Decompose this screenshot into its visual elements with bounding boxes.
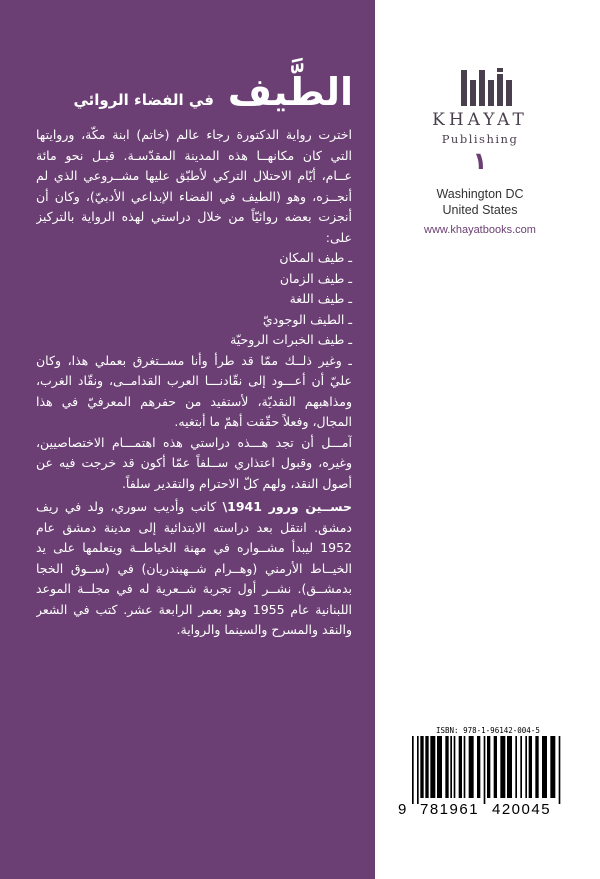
list-item: ـ طيف اللغة xyxy=(289,291,352,306)
synopsis-line: ـ وغير ذلــك ممّا قد طرأ وأنا مســتغرق بعملي هذا، وكان xyxy=(36,352,352,368)
barcode-bar xyxy=(525,736,527,798)
publisher-name: KHAYAT xyxy=(432,110,528,130)
synopsis-line: اخترت رواية الدكتورة رجاء عالم (خاتم) ابنة مكّة، وروايتها xyxy=(36,127,352,142)
barcode-bar xyxy=(542,736,547,798)
author-bio-line: بدمشــق). نشــر أول تجربة شــعرية له في مجلــة الموعد xyxy=(36,581,352,596)
author-bio-line xyxy=(36,497,352,518)
author-bio-text: كاتب وأديب سوري، ولد في ريف xyxy=(36,499,223,514)
barcode-bar xyxy=(484,736,486,804)
barcode-bar xyxy=(507,736,512,798)
synopsis-line: أنجزت بعضه روائيّاً من خلال دراستي لهذه الرواية بالتركيز xyxy=(36,209,352,224)
barcode-digits-right: 420045 xyxy=(492,801,552,818)
author-bio-line: اللبنانية عام 1955 وهو بعمر الرابعة عشر. كتب في الشعر xyxy=(36,601,352,617)
barcode-bar xyxy=(559,736,561,804)
list-item: ـ طيف الخبرات الروحيّة xyxy=(230,332,352,347)
barcode-bar xyxy=(477,736,480,798)
barcode-bar xyxy=(450,736,452,798)
synopsis xyxy=(36,125,352,494)
barcode-bar xyxy=(550,736,555,798)
author-bio-line: الخيــاط الأرمني (وهــرام شــهبندريان) في (ســوق الخجا xyxy=(36,560,352,576)
barcode-bars xyxy=(412,736,562,804)
synopsis-line: المجال، وفعلاً حقّقت أهمّ ما أبتغيه. xyxy=(174,414,352,429)
khayat-logo-icon xyxy=(453,66,521,108)
barcode-bar xyxy=(417,736,419,804)
publisher-number: ١ xyxy=(472,147,488,175)
book-subtitle: في الفضاء الروائي xyxy=(73,91,214,109)
barcode-bar xyxy=(459,736,462,798)
publisher-address-line2: United States xyxy=(442,203,518,217)
publisher-subtitle: Publishing xyxy=(441,132,519,146)
barcode-bar xyxy=(515,736,517,798)
barcode-bar xyxy=(500,736,505,798)
barcode-bar xyxy=(430,736,435,798)
barcode-digit-first: 9 xyxy=(398,801,407,818)
synopsis-line: عليّ أن أعـــود إلى نقّادنـــا العرب القدامــى، ونقّاد الغرب، xyxy=(36,373,352,388)
barcode-bar xyxy=(420,736,423,798)
barcode-bar xyxy=(454,736,456,798)
barcode-bar xyxy=(437,736,442,798)
publisher-address-line1: Washington DC xyxy=(436,187,524,201)
list-item: ـ الطيف الوجوديّ xyxy=(262,311,352,327)
synopsis-line: ومذاهبهم النقديّة، لأستفيد من حفرهم المعرفيّ في هذا xyxy=(36,393,352,409)
author-bio-line: دمشق. انتقل بعد دراسته الابتدائية إلى مدينة دمشق عام xyxy=(36,519,352,535)
barcode-bar xyxy=(464,736,466,798)
synopsis-line: أنجــزه، وهو (الطيف في الفضاء الإبداعي الأدبيّ)، وكان أن xyxy=(36,188,352,204)
publisher-website-link[interactable]: www.khayatbooks.com xyxy=(424,224,536,236)
book-title: الطَّيف xyxy=(227,70,353,114)
synopsis-line: وغيره، وقبول اعتذاري ســلفاً عمّا أكون قد خرجت فيه عن xyxy=(36,455,352,470)
synopsis-line: عــام، أيّام الاحتلال التركي لأطبّق عليها مشــروعي الذي لم xyxy=(36,168,352,183)
barcode-bar xyxy=(535,736,538,798)
barcode-bar xyxy=(520,736,522,798)
barcode-bar xyxy=(425,736,428,798)
synopsis-line: التي كان مكانهــا هذه المدينة المقدّسـة. قبـل نحو مائة xyxy=(36,147,352,163)
synopsis-line: آمـــل أن تجد هـــذه دراستي هذه اهتمـــام الاختصاصيين، xyxy=(36,434,352,450)
author-bio-line: والنقد والمسرح والسينما والرواية. xyxy=(176,622,352,637)
title-row xyxy=(73,70,353,120)
barcode-bar xyxy=(469,736,474,798)
author-name: حســين ورور 1941\ xyxy=(222,499,352,514)
barcode-bar xyxy=(529,736,532,798)
list-item: ـ طيف الزمان xyxy=(279,270,352,286)
isbn-label: ISBN: 978-1-96142-004-5 xyxy=(436,726,540,735)
author-bio-line: 1952 ليبدأ مشــواره في مهنة الخياطــة ويتعلمها على يد xyxy=(36,540,352,555)
barcode-bar xyxy=(487,736,490,798)
barcode-bar xyxy=(445,736,448,798)
barcode-bar xyxy=(412,736,414,804)
list-item: ـ طيف المكان xyxy=(279,250,352,265)
author-bio xyxy=(36,497,352,641)
synopsis-line: على: xyxy=(325,229,352,245)
barcode-digits-left: 781961 xyxy=(420,801,480,818)
barcode-bar xyxy=(494,736,497,798)
synopsis-line: أصول النقد، ولهم كلّ الاحترام والتقدير سلفاً. xyxy=(121,475,352,491)
barcode xyxy=(398,722,572,820)
